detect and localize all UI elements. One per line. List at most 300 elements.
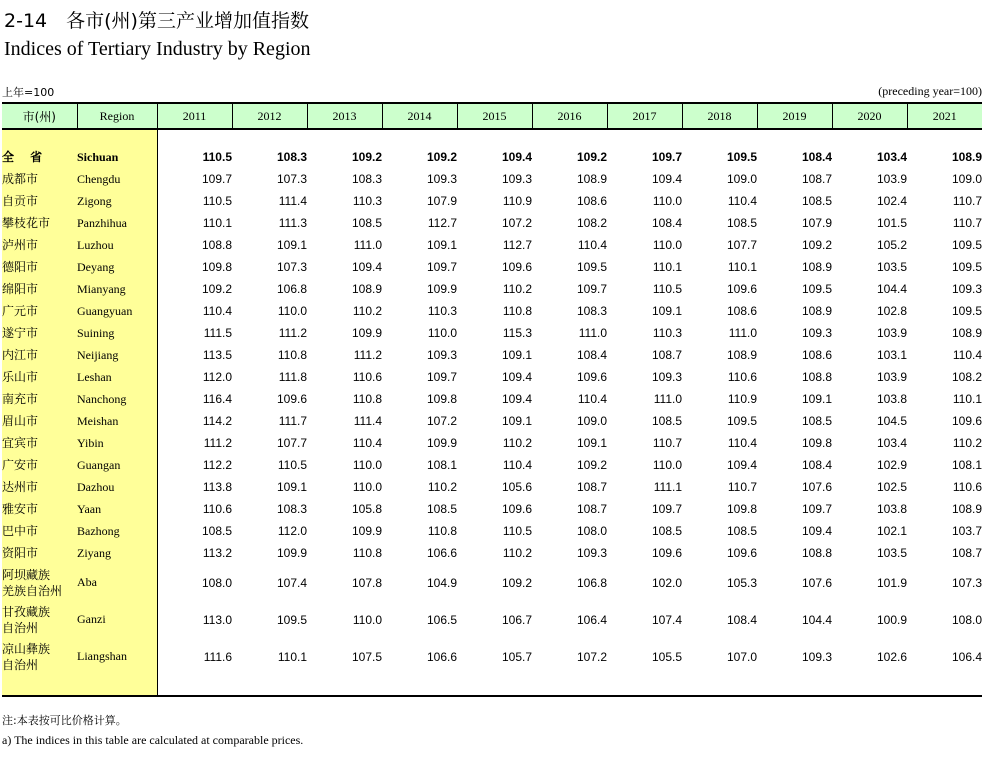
cell-value-2018: 109.0 [726,172,757,186]
cell-value-2018: 108.5 [726,216,757,230]
cell-city-line: 羌族自治州 [2,583,63,598]
cell-city: 南充市 [2,388,77,410]
cell-value-2011: 116.4 [202,392,232,406]
cell-value-2020: 105.2 [876,238,907,252]
cell-value-2011: 110.5 [202,194,232,208]
header-year-2017: 2017 [607,103,682,129]
header-year-2021: 2021 [907,103,982,129]
cell-value-2011: 111.2 [203,436,232,450]
cell-value-2019: 108.9 [801,304,832,318]
cell-value-2017: 111.0 [653,392,682,406]
table-row [2,476,982,498]
cell-value-2014: 110.3 [427,304,457,318]
cell-value-2011: 110.5 [202,150,232,164]
cell-value-2019: 108.7 [801,172,832,186]
cell-value-2015: 109.4 [501,370,532,384]
cell-value-2018: 109.5 [726,414,757,428]
cell-value-2021: 108.9 [951,150,982,164]
cell-city: 资阳市 [2,542,77,564]
cell-value-2021: 109.0 [951,172,982,186]
cell-value-2014: 110.2 [427,480,457,494]
cell-region: Deyang [77,256,157,278]
cell-value-2019: 108.4 [801,458,832,472]
cell-value-2012: 110.5 [277,458,307,472]
cell-value-2016: 108.0 [576,524,607,538]
cell-value-2015: 107.2 [501,216,532,230]
cell-value-2011: 108.5 [201,524,232,538]
cell-value-2016: 109.6 [576,370,607,384]
cell-region: Luzhou [77,234,157,256]
cell-city: 宜宾市 [2,432,77,454]
cell-value-2015: 105.6 [501,480,532,494]
cell-value-2020: 104.4 [876,282,907,296]
cell-value-2020: 103.8 [876,502,907,516]
cell-value-2013: 110.0 [352,612,382,627]
cell-value-2011: 110.4 [202,304,232,318]
cell-value-2017: 109.7 [651,502,682,516]
cell-value-2021: 107.3 [951,575,982,590]
cell-value-2014: 109.8 [426,392,457,406]
table-row-total [2,146,982,168]
cell-value-2016: 109.5 [576,260,607,274]
cell-value-2019: 107.9 [801,216,832,230]
header-year-2012: 2012 [232,103,307,129]
cell-value-2014: 109.3 [426,348,457,362]
cell-value-2021: 108.0 [951,612,982,627]
cell-value-2017: 108.7 [651,348,682,362]
cell-region: Nanchong [77,388,157,410]
cell-value-2015: 115.3 [502,326,532,340]
cell-value-2021: 110.4 [952,348,982,362]
cell-value-2018: 105.3 [726,575,757,590]
cell-value-2012: 112.0 [277,524,307,538]
cell-value-2017: 110.0 [652,194,682,208]
cell-value-2020: 102.4 [876,194,907,208]
cell-value-2014: 107.9 [426,194,457,208]
table-row [2,190,982,212]
cell-region: Leshan [77,366,157,388]
cell-value-2021: 110.1 [952,392,982,406]
cell-city: 乐山市 [2,366,77,388]
cell-value-2017: 109.6 [651,546,682,560]
table-row [2,601,982,638]
cell-value-2017: 110.7 [652,436,682,450]
cell-value-2018: 108.9 [726,348,757,362]
cell-city: 巴中市 [2,520,77,542]
cell-value-2014: 106.6 [426,649,457,664]
cell-value-2014: 112.7 [427,216,457,230]
cell-value-2021: 103.7 [951,524,982,538]
cell-value-2012: 109.5 [276,612,307,627]
cell-city: 自贡市 [2,190,77,212]
cell-value-2013: 105.8 [351,502,382,516]
cell-value-2019: 107.6 [801,575,832,590]
cell-value-2020: 103.4 [876,436,907,450]
cell-value-2016: 110.4 [577,238,607,252]
header-year-2018: 2018 [682,103,757,129]
cell-value-2014: 110.8 [427,524,457,538]
cell-region: Suining [77,322,157,344]
cell-city: 眉山市 [2,410,77,432]
cell-value-2017: 105.5 [651,649,682,664]
cell-value-2012: 110.8 [277,348,307,362]
cell-value-2016: 107.2 [576,649,607,664]
cell-value-2021: 106.4 [951,649,982,664]
cell-value-2014: 109.9 [426,282,457,296]
cell-value-2020: 101.5 [876,216,907,230]
cell-city: 遂宁市 [2,322,77,344]
cell-value-2015: 110.2 [502,282,532,296]
cell-city [2,564,77,601]
cell-region: Guangan [77,454,157,476]
cell-value-2018: 109.8 [726,502,757,516]
table-row [2,322,982,344]
cell-value-2020: 102.9 [876,458,907,472]
cell-value-2020: 103.9 [876,326,907,340]
cell-value-2018: 110.7 [727,480,757,494]
cell-value-2012: 111.7 [278,414,307,428]
cell-value-2017: 110.0 [652,458,682,472]
table-row [2,278,982,300]
cell-city: 成都市 [2,168,77,190]
cell-city-line: 自治州 [2,657,39,672]
header-row [2,103,982,129]
cell-value-2014: 109.9 [426,436,457,450]
cell-value-2018: 107.0 [726,649,757,664]
cell-value-2019: 107.6 [801,480,832,494]
cell-value-2012: 107.7 [276,436,307,450]
unit-note-cn: 上年=100 [2,86,55,99]
cell-value-2019: 109.3 [801,326,832,340]
cell-value-2021: 109.6 [951,414,982,428]
cell-city-line: 甘孜藏族 [2,604,51,619]
cell-value-2016: 108.3 [576,304,607,318]
cell-value-2019: 109.1 [801,392,832,406]
cell-value-2017: 110.0 [652,238,682,252]
cell-city: 达州市 [2,476,77,498]
cell-value-2019: 104.4 [801,612,832,627]
cell-value-2016: 106.4 [576,612,607,627]
cell-region: Meishan [77,410,157,432]
cell-value-2020: 103.9 [876,370,907,384]
header-year-2015: 2015 [457,103,532,129]
cell-value-2017: 110.1 [652,260,682,274]
cell-value-2013: 111.2 [353,348,382,362]
cell-value-2020: 101.9 [876,575,907,590]
cell-region: Zigong [77,190,157,212]
cell-value-2013: 110.3 [352,194,382,208]
cell-region: Bazhong [77,520,157,542]
cell-city: 泸州市 [2,234,77,256]
cell-value-2021: 110.7 [952,216,982,230]
cell-value-2014: 109.2 [426,150,457,164]
cell-value-2019: 108.8 [801,546,832,560]
cell-value-2016: 109.3 [576,546,607,560]
cell-value-2016: 108.7 [576,502,607,516]
cell-value-2019: 108.9 [801,260,832,274]
table-end-row [2,675,982,696]
cell-value-2013: 111.4 [353,414,382,428]
cell-value-2017: 108.5 [651,414,682,428]
header-year-2016: 2016 [532,103,607,129]
cell-value-2019: 108.6 [801,348,832,362]
cell-value-2012: 108.3 [276,150,307,164]
cell-value-2011: 111.6 [203,649,232,664]
cell-value-2021: 109.5 [951,304,982,318]
cell-region: Neijiang [77,344,157,366]
cell-value-2019: 109.5 [801,282,832,296]
cell-value-2020: 103.8 [876,392,907,406]
table-row [2,542,982,564]
cell-value-2011: 113.0 [202,612,232,627]
cell-value-2011: 108.8 [201,238,232,252]
cell-value-2012: 109.6 [276,392,307,406]
cell-value-2017: 108.5 [651,524,682,538]
cell-value-2018: 110.9 [727,392,757,406]
cell-value-2017: 107.4 [651,612,682,627]
cell-value-2014: 106.6 [426,546,457,560]
cell-city-line: 凉山彝族 [2,641,51,656]
table-row [2,366,982,388]
cell-value-2021: 109.5 [951,238,982,252]
cell-value-2016: 108.6 [576,194,607,208]
cell-value-2013: 110.4 [352,436,382,450]
cell-value-2016: 108.7 [576,480,607,494]
cell-region: Panzhihua [77,212,157,234]
cell-value-2021: 108.9 [951,326,982,340]
table-row [2,564,982,601]
cell-value-2020: 100.9 [876,612,907,627]
cell-value-2019: 108.5 [801,194,832,208]
table-row [2,234,982,256]
cell-value-2020: 102.5 [876,480,907,494]
cell-value-2012: 111.8 [278,370,307,384]
table-row [2,454,982,476]
cell-city [2,638,77,675]
spacer-row [2,129,982,146]
cell-value-2013: 108.5 [351,216,382,230]
cell-value-2015: 110.9 [502,194,532,208]
table-row [2,344,982,366]
cell-value-2016: 110.4 [577,392,607,406]
cell-value-2013: 110.6 [352,370,382,384]
cell-value-2012: 108.3 [276,502,307,516]
cell-value-2017: 102.0 [651,575,682,590]
cell-value-2021: 109.5 [951,260,982,274]
cell-value-2019: 109.3 [801,649,832,664]
cell-value-2013: 111.0 [353,238,382,252]
cell-value-2014: 106.5 [426,612,457,627]
cell-value-2015: 109.2 [501,575,532,590]
cell-value-2019: 109.7 [801,502,832,516]
cell-value-2014: 108.1 [426,458,457,472]
table-row [2,300,982,322]
cell-value-2016: 109.2 [576,150,607,164]
cell-value-2013: 107.5 [351,649,382,664]
cell-value-2016: 109.7 [576,282,607,296]
cell-value-2015: 109.4 [501,150,532,164]
cell-value-2015: 109.1 [501,348,532,362]
cell-region: Yibin [77,432,157,454]
cell-value-2016: 108.9 [576,172,607,186]
cell-value-2011: 112.0 [202,370,232,384]
cell-city: 雅安市 [2,498,77,520]
cell-value-2019: 109.8 [801,436,832,450]
cell-value-2012: 110.1 [277,649,307,664]
cell-value-2020: 103.5 [876,546,907,560]
cell-value-2011: 109.8 [201,260,232,274]
cell-city [2,601,77,638]
cell-region: Ganzi [77,601,157,638]
cell-value-2015: 109.4 [501,392,532,406]
cell-region: Mianyang [77,278,157,300]
cell-value-2011: 112.2 [202,458,232,472]
cell-value-2013: 109.4 [351,260,382,274]
cell-value-2012: 111.2 [278,326,307,340]
cell-city: 全 省 [2,146,77,168]
header-year-2014: 2014 [382,103,457,129]
cell-value-2018: 110.4 [727,194,757,208]
cell-value-2014: 110.0 [427,326,457,340]
cell-value-2015: 110.2 [502,546,532,560]
cell-value-2012: 107.4 [276,575,307,590]
cell-value-2011: 110.1 [202,216,232,230]
indices-table [2,102,982,697]
cell-value-2018: 108.6 [726,304,757,318]
cell-value-2018: 109.5 [726,150,757,164]
footnote-en: a) The indices in this table are calculated at comparable prices. [2,733,304,747]
cell-value-2018: 110.1 [727,260,757,274]
cell-city: 广安市 [2,454,77,476]
cell-region: Sichuan [77,146,157,168]
cell-value-2015: 110.2 [502,436,532,450]
cell-value-2015: 105.7 [501,649,532,664]
cell-value-2014: 109.3 [426,172,457,186]
cell-region: Liangshan [77,638,157,675]
cell-city: 德阳市 [2,256,77,278]
cell-value-2013: 108.3 [351,172,382,186]
cell-city: 广元市 [2,300,77,322]
table-row [2,256,982,278]
header-year-2019: 2019 [757,103,832,129]
cell-value-2013: 108.9 [351,282,382,296]
cell-value-2020: 103.5 [876,260,907,274]
header-year-2020: 2020 [832,103,907,129]
cell-region: Chengdu [77,168,157,190]
cell-value-2011: 114.2 [202,414,232,428]
cell-city: 内江市 [2,344,77,366]
table-row [2,388,982,410]
cell-value-2020: 103.1 [876,348,907,362]
cell-value-2013: 110.2 [352,304,382,318]
cell-region: Dazhou [77,476,157,498]
cell-value-2011: 113.8 [202,480,232,494]
cell-value-2018: 107.7 [726,238,757,252]
cell-region: Guangyuan [77,300,157,322]
cell-city: 攀枝花市 [2,212,77,234]
cell-value-2015: 112.7 [502,238,532,252]
cell-value-2015: 106.7 [501,612,532,627]
cell-value-2021: 110.6 [952,480,982,494]
cell-value-2019: 109.4 [801,524,832,538]
cell-value-2019: 108.5 [801,414,832,428]
cell-value-2017: 109.4 [651,172,682,186]
table-body [2,129,982,696]
table-row [2,212,982,234]
cell-value-2012: 106.8 [276,282,307,296]
cell-value-2012: 111.4 [278,194,307,208]
cell-value-2012: 109.1 [276,238,307,252]
cell-value-2018: 108.5 [726,524,757,538]
cell-value-2011: 108.0 [201,575,232,590]
cell-value-2011: 111.5 [203,326,232,340]
cell-value-2014: 104.9 [426,575,457,590]
cell-value-2018: 111.0 [728,326,757,340]
cell-value-2015: 109.3 [501,172,532,186]
cell-value-2016: 111.0 [578,326,607,340]
cell-value-2018: 110.4 [727,436,757,450]
cell-value-2021: 110.7 [952,194,982,208]
cell-value-2019: 108.8 [801,370,832,384]
cell-value-2015: 109.6 [501,502,532,516]
cell-value-2019: 109.2 [801,238,832,252]
cell-value-2017: 108.4 [651,216,682,230]
table-row [2,432,982,454]
cell-value-2016: 108.4 [576,348,607,362]
cell-value-2021: 108.7 [951,546,982,560]
cell-value-2012: 109.1 [276,480,307,494]
cell-value-2017: 109.3 [651,370,682,384]
cell-region: Yaan [77,498,157,520]
cell-value-2017: 111.1 [653,480,682,494]
cell-value-2014: 107.2 [426,414,457,428]
cell-value-2015: 110.5 [502,524,532,538]
cell-value-2017: 110.5 [652,282,682,296]
cell-value-2016: 109.0 [576,414,607,428]
cell-value-2020: 102.8 [876,304,907,318]
cell-value-2017: 110.3 [652,326,682,340]
cell-value-2016: 106.8 [576,575,607,590]
cell-value-2013: 107.8 [351,575,382,590]
cell-value-2020: 102.6 [876,649,907,664]
cell-value-2013: 110.0 [352,480,382,494]
footnote-cn: 注:本表按可比价格计算。 [2,714,127,727]
cell-value-2021: 108.9 [951,502,982,516]
cell-value-2013: 110.8 [352,392,382,406]
table-row [2,638,982,675]
cell-value-2021: 108.2 [951,370,982,384]
cell-value-2014: 109.7 [426,260,457,274]
cell-value-2018: 109.6 [726,282,757,296]
cell-value-2016: 109.1 [576,436,607,450]
cell-value-2011: 109.7 [201,172,232,186]
table-row [2,410,982,432]
header-year-2013: 2013 [307,103,382,129]
cell-region: Ziyang [77,542,157,564]
cell-city-line: 阿坝藏族 [2,567,51,582]
table-row [2,520,982,542]
cell-value-2015: 109.1 [501,414,532,428]
unit-note-en: (preceding year=100) [878,84,982,98]
cell-value-2012: 110.0 [277,304,307,318]
table-row [2,168,982,190]
cell-value-2012: 107.3 [276,260,307,274]
cell-value-2017: 109.7 [651,150,682,164]
cell-value-2018: 108.4 [726,612,757,627]
cell-value-2021: 110.2 [952,436,982,450]
cell-value-2012: 111.3 [278,216,307,230]
header-year-2011: 2011 [157,103,232,129]
